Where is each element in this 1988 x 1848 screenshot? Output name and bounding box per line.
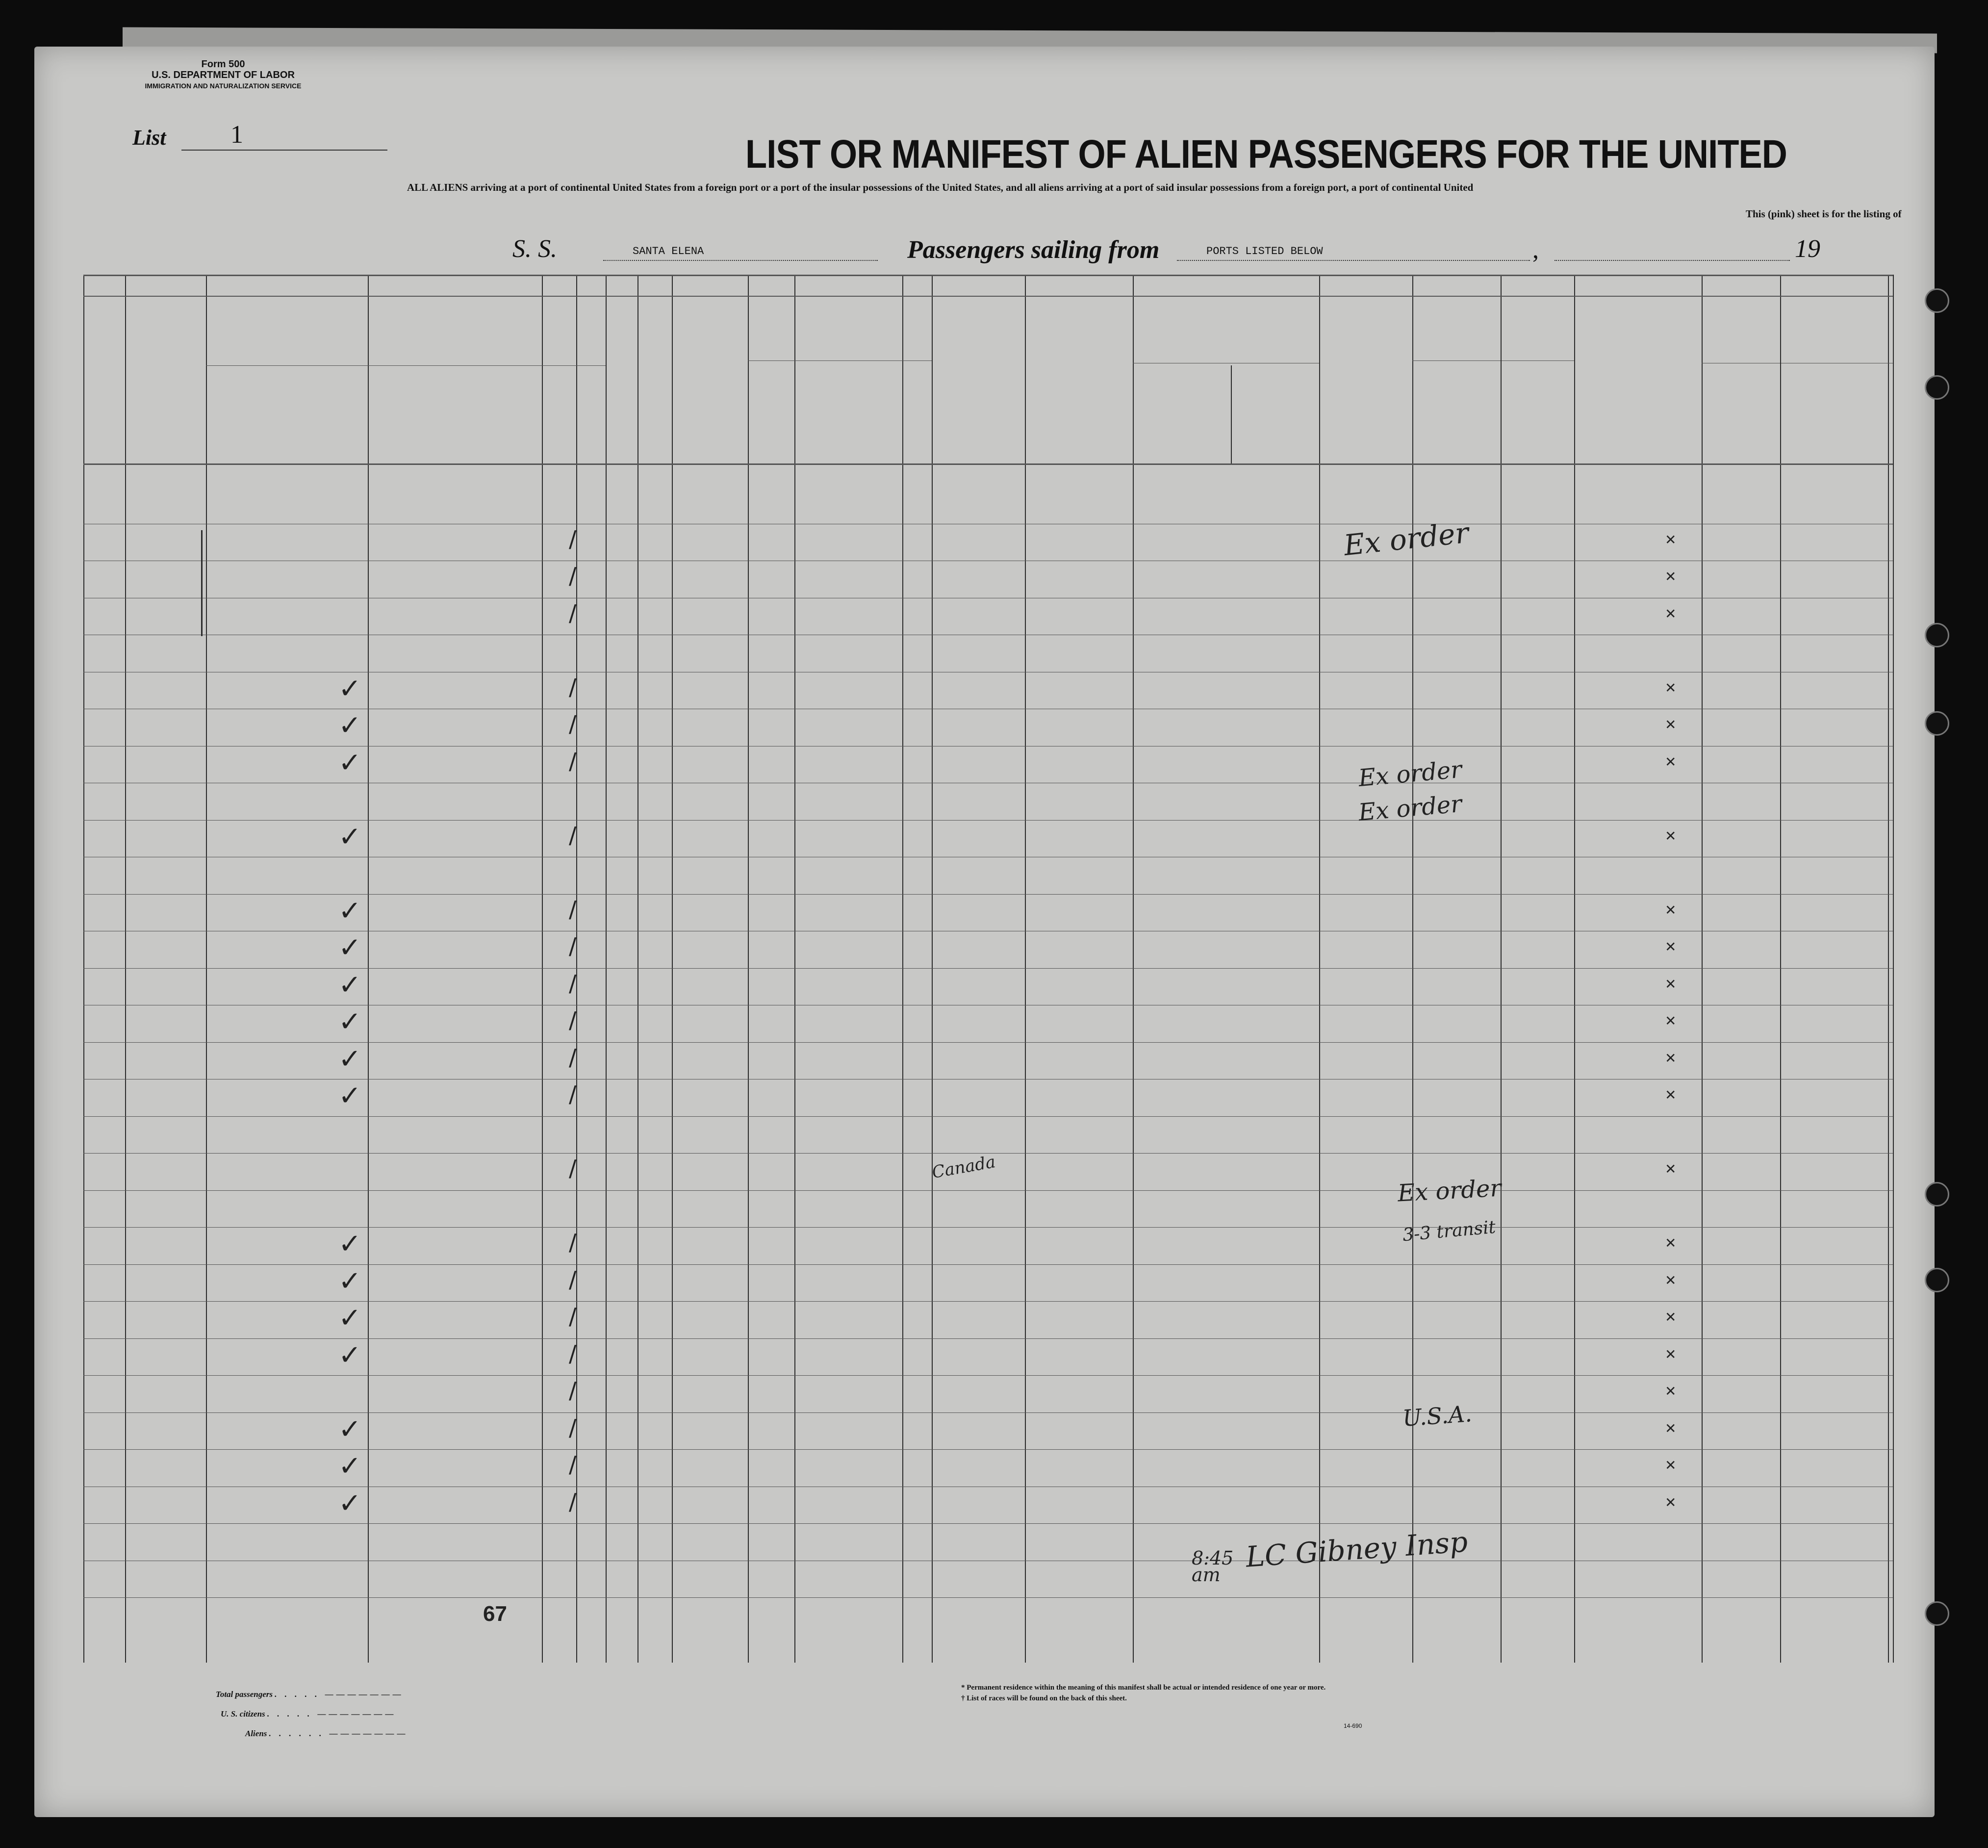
handwritten-ex-order-2: Ex order [1357, 755, 1463, 793]
check-mark-icon: / [569, 1007, 577, 1033]
handwritten-ex-order-3: Ex order [1357, 790, 1463, 827]
check-mark-icon: ✕ [1665, 975, 1677, 992]
sailing-label: Passengers sailing from [907, 236, 1160, 264]
ship-label: S. S. [512, 235, 557, 263]
check-mark-icon: ✕ [1665, 679, 1677, 696]
check-mark-icon: ✕ [1665, 939, 1677, 955]
check-mark-icon: ✓ [338, 746, 361, 779]
check-mark-icon: ✕ [1665, 1013, 1677, 1029]
intro-text: ALL ALIENS arriving at a port of continental United States from a foreign port or a port of the insular possessions of the United States, and all aliens arriving at a port of said insular possessions from a foreign port, a port of continental United [407, 181, 1474, 193]
check-mark-icon: / [569, 711, 577, 737]
check-mark-icon: ✕ [1665, 568, 1677, 585]
date-underline [1555, 260, 1790, 261]
list-number: 1 [230, 121, 243, 149]
check-mark-icon: ✓ [338, 1006, 361, 1038]
check-mark-icon: ✓ [338, 1265, 361, 1297]
check-mark-icon: ✓ [338, 672, 361, 705]
page-number: 67 [483, 1602, 507, 1626]
total-passengers-row: Total passengers . . . . . ——————— [216, 1690, 404, 1699]
check-mark-icon: ✕ [1665, 1161, 1677, 1177]
check-mark-icon: ✕ [1665, 827, 1677, 844]
check-mark-icon: / [569, 673, 577, 700]
intro-text-2: This (pink) sheet is for the listing of [1746, 208, 1902, 220]
check-mark-icon: ✓ [338, 895, 361, 927]
check-mark-icon: ✕ [1665, 717, 1677, 733]
form-number: Form 500 [201, 59, 245, 70]
signature-time: 8:45 am [1192, 1547, 1234, 1586]
footnote-residence: * Permanent residence within the meaning of this manifest shall be actual or intended residence of one year or more. [961, 1684, 1326, 1692]
check-mark-icon: / [569, 970, 577, 997]
check-mark-icon: / [569, 1414, 577, 1441]
manifest-sheet [34, 47, 1935, 1817]
check-mark-icon: ✓ [338, 932, 361, 964]
check-mark-icon: / [569, 525, 577, 552]
aliens-row: Aliens . . . . . . ——————— [245, 1729, 408, 1738]
check-mark-icon: ✕ [1665, 1383, 1677, 1399]
binder-hole [1925, 623, 1949, 647]
check-mark-icon: ✓ [338, 710, 361, 742]
check-mark-icon: ✕ [1665, 1346, 1677, 1362]
ship-name: SANTA ELENA [633, 245, 704, 257]
sailing-ports: PORTS LISTED BELOW [1206, 245, 1323, 257]
check-mark-icon: / [569, 896, 577, 923]
form-code: 14-690 [1344, 1722, 1362, 1729]
year-label: 19 [1795, 235, 1820, 263]
check-mark-icon: ✕ [1665, 1050, 1677, 1066]
handwritten-transit: 3-3 transit [1402, 1217, 1497, 1246]
check-mark-icon: / [569, 1303, 577, 1330]
list-underline [181, 150, 387, 151]
binder-hole [1925, 1268, 1949, 1292]
check-mark-icon: ✕ [1665, 1309, 1677, 1325]
check-mark-icon: ✕ [1665, 1457, 1677, 1473]
ship-underline [603, 260, 878, 261]
us-citizens-label: U. S. citizens [221, 1709, 265, 1719]
check-mark-icon: ✕ [1665, 1087, 1677, 1103]
check-mark-icon: / [569, 1266, 577, 1293]
check-mark-icon: ✓ [338, 1043, 361, 1075]
check-mark-icon: ✓ [338, 1339, 361, 1371]
check-mark-icon: ✓ [338, 1450, 361, 1482]
check-mark-icon: / [569, 1451, 577, 1478]
binder-hole [1925, 1601, 1949, 1626]
check-mark-icon: ✓ [338, 1487, 361, 1519]
check-mark-icon: / [569, 1340, 577, 1367]
binder-hole [1925, 375, 1949, 400]
check-mark-icon: / [569, 599, 577, 626]
check-mark-icon: / [569, 1044, 577, 1071]
check-mark-icon: / [569, 563, 577, 589]
comma-separator: , [1532, 236, 1539, 264]
check-mark-icon: / [569, 747, 577, 774]
check-mark-icon: ✓ [338, 969, 361, 1001]
check-mark-icon: / [569, 1488, 577, 1515]
check-mark-icon: ✕ [1665, 531, 1677, 548]
binder-hole [1925, 1182, 1949, 1206]
check-mark-icon: ✕ [1665, 1235, 1677, 1251]
page-title: LIST OR MANIFEST OF ALIEN PASSENGERS FOR THE UNITED [745, 132, 1787, 177]
handwritten-usa: U.S.A. [1402, 1400, 1473, 1432]
us-citizens-row: U. S. citizens . . . . . ——————— [221, 1709, 397, 1719]
check-mark-icon: ✕ [1665, 605, 1677, 622]
aliens-label: Aliens [245, 1729, 267, 1738]
form-identifier [130, 59, 316, 91]
check-mark-icon: ✓ [338, 1413, 361, 1445]
sailing-underline [1177, 260, 1530, 261]
check-mark-icon: ✓ [338, 1302, 361, 1334]
check-mark-icon: / [569, 1377, 577, 1404]
handwritten-canada: Canada [930, 1152, 997, 1183]
footnotes [961, 1682, 1325, 1704]
handwritten-ex-order-1: Ex order [1342, 515, 1471, 563]
binder-hole [1925, 711, 1949, 736]
check-mark-icon: / [569, 821, 577, 848]
inspector-signature: LC Gibney Insp [1245, 1525, 1469, 1574]
check-mark-icon: / [569, 1155, 577, 1181]
check-mark-icon: ✓ [338, 821, 361, 853]
handwritten-ex-order-4: Ex order [1397, 1174, 1502, 1207]
check-mark-icon: / [569, 1229, 577, 1256]
footnote-races: † List of races will be found on the back of this sheet. [961, 1694, 1127, 1702]
list-label: List [132, 126, 166, 150]
check-mark-icon: ✕ [1665, 753, 1677, 770]
check-mark-icon: / [569, 933, 577, 959]
service-name: IMMIGRATION AND NATURALIZATION SERVICE [145, 82, 302, 90]
total-passengers-label: Total passengers [216, 1690, 273, 1699]
check-mark-icon: / [569, 1081, 577, 1107]
department-name: U.S. DEPARTMENT OF LABOR [152, 70, 295, 80]
binder-hole [1925, 288, 1949, 313]
totals-block [216, 1685, 408, 1744]
check-mark-icon: ✕ [1665, 1494, 1677, 1511]
check-mark-icon: ✕ [1665, 901, 1677, 918]
check-mark-icon: ✓ [338, 1080, 361, 1112]
check-mark-icon: ✕ [1665, 1420, 1677, 1437]
check-mark-icon: ✓ [338, 1228, 361, 1260]
check-mark-icon: ✕ [1665, 1272, 1677, 1288]
